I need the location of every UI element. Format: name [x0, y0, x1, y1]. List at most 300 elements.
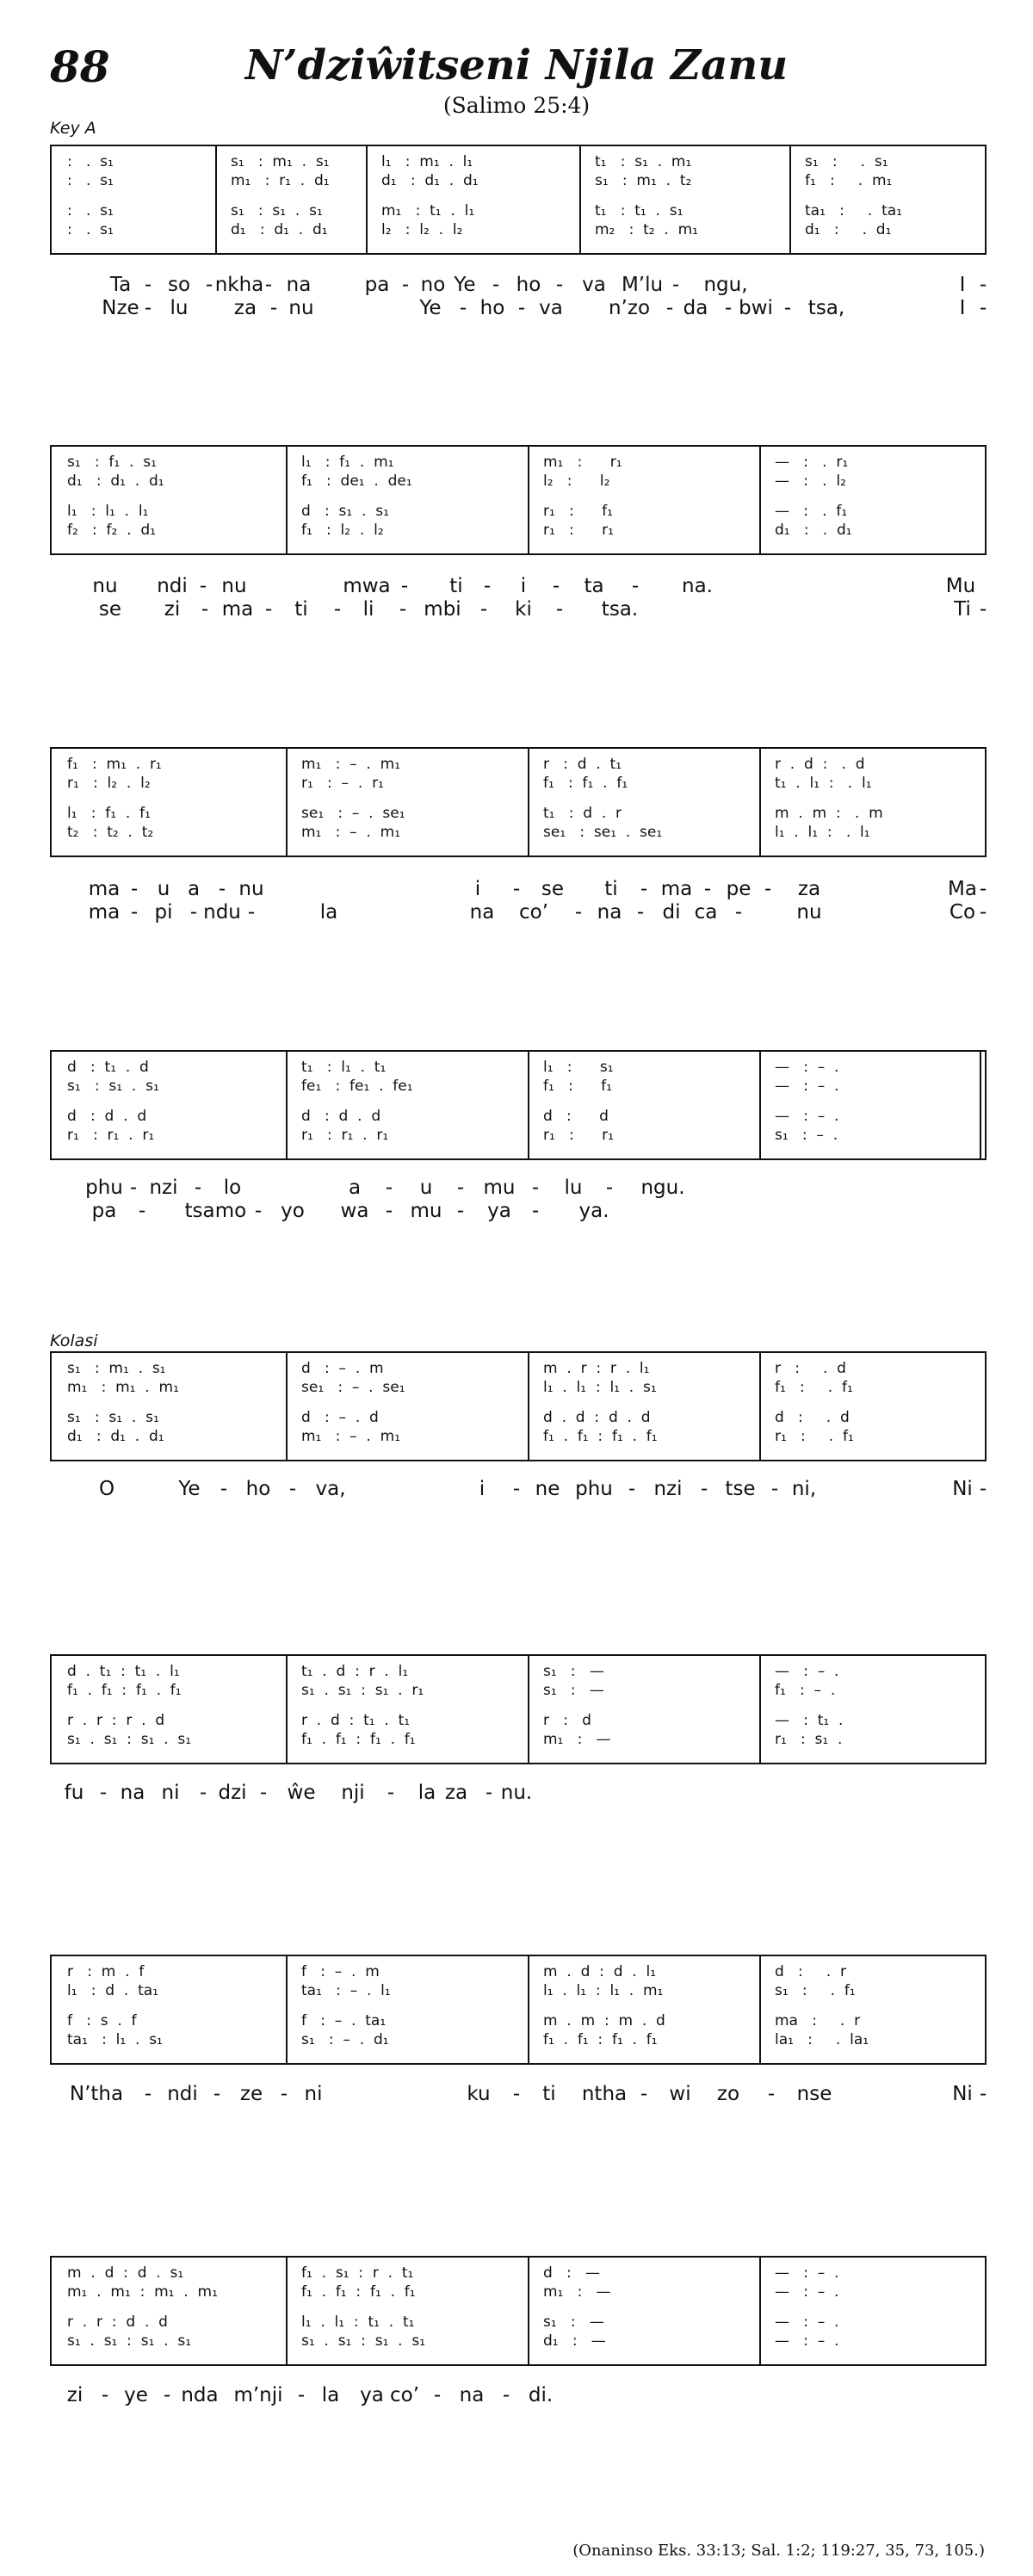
solfa-measure: m₁ : — [543, 2283, 611, 2301]
lyric-syllable: nzi [149, 1177, 178, 1199]
solfa-measure: m₁ . m₁ : m₁ . m₁ [67, 2283, 218, 2301]
solfa-measure: f₁ : f₁ [543, 1078, 612, 1095]
solfa-measure: — : – . [775, 1078, 839, 1095]
lyric-syllable: na [459, 2384, 485, 2406]
lyric-syllable: na [286, 274, 312, 296]
solfa-measure: f : – . ta₁ [301, 2012, 387, 2029]
lyric-line [0, 1177, 1033, 1202]
hyphen: - [517, 297, 526, 319]
hyphen: - [385, 1177, 393, 1199]
lyric-syllable: Ni [952, 1478, 973, 1500]
lyric-syllable: la [319, 901, 338, 924]
hyphen: - [700, 1478, 708, 1500]
hyphen: - [163, 2384, 171, 2406]
lyric-syllable: ngu, [703, 274, 748, 296]
solfa-measure: — : – . [775, 2283, 839, 2301]
voice-row [52, 2011, 985, 2030]
lyric-syllable: Ye [178, 1478, 201, 1500]
hyphen: - [254, 1200, 263, 1222]
solfa-measure: m . r : r . l₁ [543, 1360, 650, 1377]
lyric-syllable: no [420, 274, 446, 296]
voice-row [52, 1126, 985, 1145]
voice-row [52, 1378, 985, 1397]
key-label: Key A [50, 119, 96, 138]
solfa-measure: d : . r [775, 1963, 846, 1980]
hyphen: - [130, 901, 139, 924]
solfa-measure: r : d . t₁ [543, 756, 622, 773]
solfa-measure: l₁ . l₁ : t₁ . t₁ [301, 2313, 415, 2331]
voice-row [52, 823, 985, 842]
solfa-measure: — : . r₁ [775, 454, 849, 471]
lyric-syllable: ŵe [287, 1782, 316, 1804]
solfa-measure: f₁ : – . [775, 1682, 836, 1699]
lyric-line [0, 901, 1033, 927]
solfa-measure: s₁ : — [543, 1663, 604, 1680]
solfa-measure: d₁ : d₁ . d₁ [67, 473, 164, 490]
lyric-syllable: nu [796, 901, 822, 924]
voice-row [52, 2313, 985, 2332]
lyric-syllable: phu [575, 1478, 613, 1500]
hyphen: - [703, 878, 712, 900]
solfa-measure: s₁ : m₁ . s₁ [231, 153, 330, 170]
hyphen: - [552, 575, 560, 597]
solfa-measure: : . s₁ [67, 202, 114, 219]
lyric-syllable: ti [604, 878, 618, 900]
lyric-syllable: na. [682, 575, 713, 597]
solfa-measure: l₂ : l₂ [543, 473, 610, 490]
hyphen: - [201, 598, 209, 621]
lyric-syllable: ngu. [640, 1177, 685, 1199]
lyric-syllable: ni [304, 2083, 323, 2105]
solfa-measure: — : – . [775, 1108, 839, 1125]
voice-row [52, 201, 985, 220]
hyphen: - [297, 2384, 306, 2406]
lyric-line [0, 598, 1033, 624]
lyric-syllable: N’tha [69, 2083, 124, 2105]
solfa-measure: m . d : d . l₁ [543, 1963, 657, 1980]
voice-row [52, 804, 985, 823]
solfa-measure: r₁ : s₁ . [775, 1731, 843, 1748]
hyphen: - [218, 878, 226, 900]
voice-row [52, 2332, 985, 2351]
hyphen: - [574, 901, 583, 924]
lyric-syllable: pe [726, 878, 752, 900]
solfa-measure: — : – . [775, 2313, 839, 2331]
solfa-measure: r : d [543, 1712, 591, 1729]
hyphen: - [101, 2384, 109, 2406]
hyphen: - [631, 575, 640, 597]
lyric-syllable: a [187, 878, 201, 900]
lyric-syllable: I [959, 274, 966, 296]
solfa-measure: t₁ : t₁ . s₁ [595, 202, 684, 219]
lyric-syllable: ma [660, 878, 693, 900]
solfa-measure: s₁ . s₁ : s₁ . s₁ [67, 2332, 192, 2350]
hyphen: - [399, 598, 407, 621]
hyphen: - [189, 901, 198, 924]
lyric-syllable: ti [449, 575, 463, 597]
lyric-syllable: i [474, 878, 481, 900]
lyric-syllable: ni, [791, 1478, 817, 1500]
solfa-measure: t₁ : s₁ . m₁ [595, 153, 692, 170]
hyphen: - [512, 1478, 521, 1500]
lyric-syllable: nzi [653, 1478, 683, 1500]
solfa-measure: f₁ . f₁ : f₁ . f₁ [543, 2031, 658, 2048]
hyphen: - [724, 297, 733, 319]
lyric-syllable: dzi [218, 1782, 247, 1804]
lyric-syllable: Ti [954, 598, 971, 621]
lyric-syllable: mu [483, 1177, 516, 1199]
hyphen: - [456, 1177, 465, 1199]
solfa-measure: s₁ : – . d₁ [301, 2031, 389, 2048]
solfa-measure: s₁ : s₁ . s₁ [67, 1078, 159, 1095]
hyphen: - [770, 1478, 779, 1500]
hyphen: - [979, 598, 987, 621]
hyphen: - [199, 575, 207, 597]
solfa-measure: r₁ : r₁ [543, 522, 614, 539]
music-system [50, 1351, 987, 1461]
lyric-syllable: za [233, 297, 257, 319]
hyphen: - [333, 598, 342, 621]
lyric-syllable: zo [716, 2083, 740, 2105]
solfa-measure: fe₁ : fe₁ . fe₁ [301, 1078, 413, 1095]
lyric-syllable: ze [239, 2083, 263, 2105]
solfa-measure: d : d [543, 1108, 609, 1125]
hyphen: - [129, 1177, 138, 1199]
hyphen: - [979, 1478, 987, 1500]
solfa-measure: s₁ : s₁ . s₁ [231, 202, 323, 219]
lyric-syllable: ndu [203, 901, 241, 924]
hyphen: - [485, 1782, 493, 1804]
hymn-number: 88 [50, 41, 110, 92]
chorus-label: Kolasi [50, 1331, 98, 1350]
voice-row [52, 2030, 985, 2049]
solfa-measure: r₁ : – . r₁ [301, 775, 384, 792]
solfa-measure: r : m . f [67, 1963, 145, 1980]
lyric-syllable: di [662, 901, 681, 924]
lyric-syllable: pi [154, 901, 173, 924]
lyric-syllable: Ma [948, 878, 977, 900]
solfa-measure: s₁ : s₁ . s₁ [67, 1409, 159, 1426]
lyric-syllable: ho [516, 274, 541, 296]
solfa-measure: s₁ . s₁ : s₁ . s₁ [67, 1731, 192, 1748]
solfa-measure: f₁ : de₁ . de₁ [301, 473, 412, 490]
music-system [50, 1955, 987, 2065]
solfa-measure: d₁ : d₁ . d₁ [381, 172, 479, 189]
solfa-measure: d : t₁ . d [67, 1059, 149, 1076]
music-system [50, 1654, 987, 1764]
lyric-syllable: nu [92, 575, 118, 597]
hyphen: - [628, 1478, 636, 1500]
solfa-measure: d . d : d . d [543, 1409, 651, 1426]
hyphen: - [492, 274, 500, 296]
lyric-syllable: na [469, 901, 495, 924]
voice-row [52, 1662, 985, 1681]
lyric-syllable: i [479, 1478, 486, 1500]
solfa-measure: m . m : . m [775, 805, 883, 822]
hyphen: - [979, 2083, 987, 2105]
lyric-syllable: tse [725, 1478, 756, 1500]
music-system [50, 445, 987, 555]
solfa-measure: m . m : m . d [543, 2012, 665, 2029]
solfa-measure: d₁ : d₁ . d₁ [231, 221, 328, 238]
solfa-measure: r : . d [775, 1360, 846, 1377]
solfa-measure: ma : . r [775, 2012, 861, 2029]
voice-row [52, 2264, 985, 2283]
solfa-measure: s₁ : m₁ . s₁ [67, 1360, 166, 1377]
lyric-syllable: se [98, 598, 122, 621]
lyric-syllable: ku [467, 2083, 491, 2105]
hyphen: - [264, 598, 273, 621]
lyric-syllable: va, [315, 1478, 346, 1500]
solfa-measure: r₁ : r₁ . r₁ [67, 1127, 155, 1144]
lyric-line [0, 1478, 1033, 1504]
lyric-syllable: ya [487, 1200, 511, 1222]
lyric-syllable: nda [181, 2384, 219, 2406]
voice-row [52, 1408, 985, 1427]
hyphen: - [671, 274, 680, 296]
hyphen: - [979, 901, 987, 924]
solfa-measure: m . d : d . s₁ [67, 2264, 184, 2282]
solfa-measure: se₁ : – . se₁ [301, 805, 405, 822]
lyric-syllable: pa [364, 274, 390, 296]
lyric-syllable: yo [281, 1200, 305, 1222]
voice-row [52, 1711, 985, 1730]
solfa-measure: ta₁ : – . l₁ [301, 1982, 391, 1999]
lyric-syllable: ho [245, 1478, 271, 1500]
hyphen: - [734, 901, 743, 924]
solfa-measure: l₁ : l₁ . l₁ [67, 503, 149, 520]
lyric-syllable: tsa, [807, 297, 845, 319]
lyric-syllable: ma [88, 901, 121, 924]
solfa-measure: r . d : t₁ . t₁ [301, 1712, 411, 1729]
solfa-measure: la₁ : . la₁ [775, 2031, 869, 2048]
hyphen: - [144, 274, 152, 296]
lyric-syllable: tsa. [601, 598, 639, 621]
lyric-syllable: phu [85, 1177, 123, 1199]
lyric-syllable: ndi [167, 2083, 198, 2105]
solfa-measure: — : – . [775, 1059, 839, 1076]
lyric-syllable: zi [164, 598, 181, 621]
lyric-syllable: mu [410, 1200, 442, 1222]
lyric-syllable: di. [528, 2384, 554, 2406]
hyphen: - [502, 2384, 510, 2406]
hyphen: - [531, 1177, 540, 1199]
lyric-syllable: nji [341, 1782, 365, 1804]
hyphen: - [531, 1200, 540, 1222]
solfa-measure: r₁ : r₁ [543, 1127, 614, 1144]
solfa-measure: m₁ : t₁ . l₁ [381, 202, 475, 219]
voice-row [52, 502, 985, 521]
lyric-syllable: lu [170, 297, 189, 319]
solfa-measure: — : t₁ . [775, 1712, 844, 1729]
lyric-syllable: nu. [500, 1782, 533, 1804]
lyric-syllable: Ta [109, 274, 132, 296]
solfa-measure: — : – . [775, 2264, 839, 2282]
solfa-measure: l₁ . l₁ : l₁ . s₁ [543, 1379, 657, 1396]
solfa-measure: d : . d [775, 1409, 850, 1426]
lyric-syllable: nu [221, 575, 247, 597]
lyric-line [0, 575, 1033, 601]
hyphen: - [205, 274, 213, 296]
solfa-measure: ta₁ : l₁ . s₁ [67, 2031, 163, 2048]
lyric-syllable: ti [294, 598, 308, 621]
hyphen: - [280, 2083, 288, 2105]
solfa-measure: d₁ : . d₁ [775, 522, 852, 539]
lyric-syllable: co’ [389, 2384, 420, 2406]
lyric-syllable: nu [288, 297, 314, 319]
solfa-measure: s₁ : . s₁ [805, 153, 888, 170]
solfa-measure: l₁ . l₁ : l₁ . m₁ [543, 1982, 664, 1999]
solfa-measure: d : d . d [67, 1108, 147, 1125]
lyric-syllable: nu [238, 878, 264, 900]
lyric-syllable: ti [542, 2083, 556, 2105]
hyphen: - [433, 2384, 442, 2406]
lyric-syllable: va [582, 274, 606, 296]
hymn-title: N’dziŵitseni Njila Zanu [244, 41, 789, 90]
lyric-syllable: ndi [157, 575, 188, 597]
music-system [50, 1050, 987, 1160]
solfa-measure: l₁ . l₁ : . l₁ [775, 824, 870, 841]
solfa-measure: m₁ : r₁ [543, 454, 622, 471]
lyric-syllable: da [683, 297, 708, 319]
lyric-syllable: na [120, 1782, 145, 1804]
music-system [50, 747, 987, 857]
hyphen: - [130, 878, 139, 900]
solfa-measure: l₂ : l₂ . l₂ [381, 221, 463, 238]
solfa-measure: m₂ : t₂ . m₁ [595, 221, 698, 238]
lyric-syllable: Ye [419, 297, 442, 319]
hyphen: - [194, 1177, 202, 1199]
solfa-measure: d : – . d [301, 1409, 379, 1426]
solfa-measure: s₁ : f₁ . s₁ [67, 454, 157, 471]
lyric-syllable: ki [515, 598, 532, 621]
solfa-measure: f₁ . f₁ : f₁ . f₁ [543, 1428, 658, 1445]
hyphen: - [269, 297, 278, 319]
lyric-syllable: tsa [184, 1200, 215, 1222]
solfa-measure: f₁ . s₁ : r . t₁ [301, 2264, 414, 2282]
hyphen: - [288, 1478, 297, 1500]
solfa-measure: m₁ : m₁ . m₁ [67, 1379, 179, 1396]
hyphen: - [138, 1200, 146, 1222]
lyric-syllable: mo [214, 1200, 247, 1222]
hyphen: - [512, 2083, 521, 2105]
solfa-measure: d : — [543, 2264, 600, 2282]
hyphen: - [459, 297, 467, 319]
solfa-measure: — : – . [775, 1663, 839, 1680]
solfa-measure: t₁ : d . r [543, 805, 622, 822]
voice-row [52, 1427, 985, 1446]
lyric-syllable: O [98, 1478, 115, 1500]
lyric-syllable: za [444, 1782, 468, 1804]
solfa-measure: : . s₁ [67, 172, 114, 189]
solfa-measure: f₁ . f₁ : f₁ . f₁ [301, 1731, 416, 1748]
lyric-syllable: Nze [102, 297, 139, 319]
lyric-syllable: zi [66, 2384, 84, 2406]
lyric-syllable: nkha [214, 274, 264, 296]
lyric-syllable: za [797, 878, 821, 900]
solfa-measure: t₁ . d : r . l₁ [301, 1663, 409, 1680]
solfa-measure: r . d : . d [775, 756, 865, 773]
lyric-syllable: Co [949, 901, 976, 924]
hyphen: - [767, 2083, 776, 2105]
lyric-syllable: bwi [739, 297, 773, 319]
lyric-syllable: pa [91, 1200, 117, 1222]
hyphen: - [456, 1200, 465, 1222]
solfa-measure: — : . l₂ [775, 473, 846, 490]
voice-row [52, 1058, 985, 1077]
solfa-measure: d₁ : d₁ . d₁ [67, 1428, 164, 1445]
lyric-line [0, 1200, 1033, 1226]
hyphen: - [144, 2083, 152, 2105]
solfa-measure: t₁ . l₁ : . l₁ [775, 775, 872, 792]
hyphen: - [213, 2083, 221, 2105]
voice-row [52, 521, 985, 540]
lyric-syllable: so [167, 274, 191, 296]
voice-row [52, 1681, 985, 1700]
lyric-line [0, 274, 1033, 300]
scripture-footnote: (Onaninso Eks. 33:13; Sal. 1:2; 119:27, 35, 73, 105.) [572, 2542, 985, 2560]
lyric-syllable: u [157, 878, 170, 900]
solfa-measure: l₁ : f₁ . f₁ [67, 805, 151, 822]
solfa-measure: m₁ : r₁ . d₁ [231, 172, 330, 189]
hyphen: - [605, 1177, 614, 1199]
lyric-syllable: wi [669, 2083, 691, 2105]
solfa-measure: se₁ : se₁ . se₁ [543, 824, 663, 841]
solfa-measure: d₁ : . d₁ [805, 221, 892, 238]
lyric-syllable: va [539, 297, 563, 319]
solfa-measure: f₁ : f₁ . f₁ [543, 775, 628, 792]
solfa-measure: f₁ : . f₁ [775, 1379, 853, 1396]
voice-row [52, 453, 985, 472]
scripture-reference: (Salimo 25:4) [442, 93, 591, 118]
lyric-syllable: nse [796, 2083, 832, 2105]
lyric-syllable: wa [340, 1200, 369, 1222]
lyric-line [0, 2083, 1033, 2109]
hyphen: - [387, 1782, 395, 1804]
solfa-measure: d₁ : — [543, 2332, 606, 2350]
solfa-measure: s₁ : — [543, 1682, 604, 1699]
solfa-measure: l₁ : d . ta₁ [67, 1982, 158, 1999]
lyric-line [0, 1782, 1033, 1807]
hyphen: - [764, 878, 772, 900]
solfa-measure: d : – . m [301, 1360, 384, 1377]
hyphen: - [483, 575, 492, 597]
voice-row [52, 1730, 985, 1749]
lyric-line [0, 2384, 1033, 2410]
hyphen: - [199, 1782, 207, 1804]
solfa-measure: s₁ : m₁ . t₂ [595, 172, 692, 189]
solfa-measure: — : . f₁ [775, 503, 848, 520]
hyphen: - [665, 297, 674, 319]
lyric-syllable: I [959, 297, 966, 319]
solfa-measure: m₁ : – . m₁ [301, 756, 401, 773]
solfa-measure: s₁ : — [543, 2313, 604, 2331]
lyric-syllable: lu [564, 1177, 583, 1199]
solfa-measure: r₁ : f₁ [543, 503, 613, 520]
hyphen: - [783, 297, 792, 319]
lyric-syllable: co’ [518, 901, 549, 924]
solfa-measure: r₁ : . f₁ [775, 1428, 854, 1445]
solfa-measure: d : s₁ . s₁ [301, 503, 389, 520]
solfa-measure: f₁ : . m₁ [805, 172, 893, 189]
solfa-measure: d . t₁ : t₁ . l₁ [67, 1663, 180, 1680]
solfa-measure: ta₁ : . ta₁ [805, 202, 902, 219]
lyric-syllable: la [418, 1782, 436, 1804]
solfa-measure: f : s . f [67, 2012, 137, 2029]
voice-row [52, 755, 985, 774]
lyric-syllable: mwa [343, 575, 391, 597]
solfa-measure: l₁ : m₁ . l₁ [381, 153, 473, 170]
